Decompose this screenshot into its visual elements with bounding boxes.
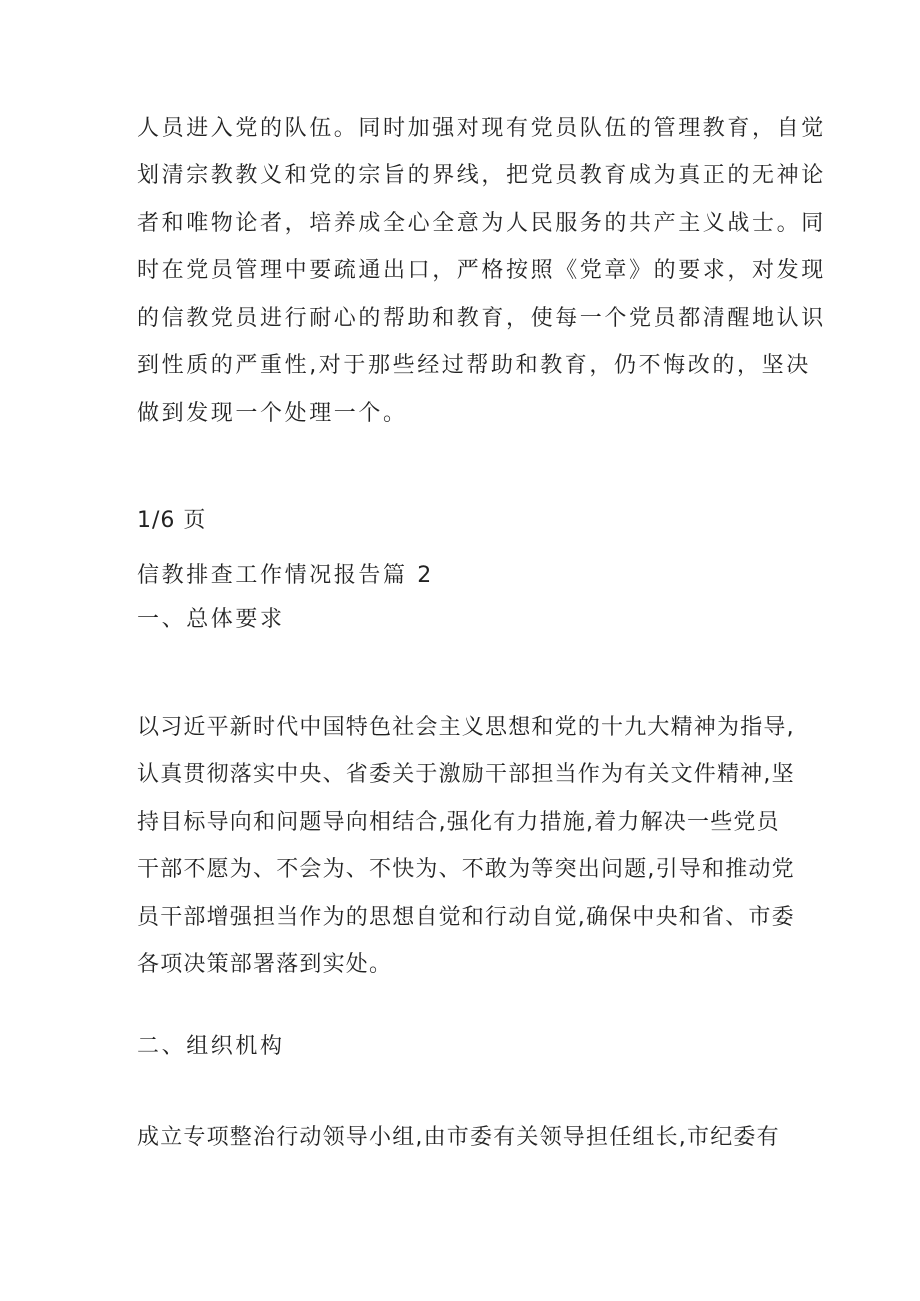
paragraph-2-line: 员干部增强担当作为的思想自觉和行动自觉,确保中央和省、市委 [137, 905, 795, 930]
paragraph-1-line: 时在党员管理中要疏通出口，严格按照《党章》的要求，对发现 [137, 258, 826, 283]
paragraph-2-line: 干部不愿为、不会为、不快为、不敢为等突出问题,引导和推动党 [137, 857, 795, 882]
paragraph-1-line: 者和唯物论者，培养成全心全意为人民服务的共产主义战士。同 [137, 211, 826, 236]
paragraph-1-line: 的信教党员进行耐心的帮助和教育，使每一个党员都清醒地认识 [137, 306, 826, 331]
heading-organization: 二、组织机构 [137, 1034, 285, 1059]
heading-overall-requirements: 一、总体要求 [137, 607, 285, 632]
paragraph-1-line: 做到发现一个处理一个。 [137, 401, 408, 426]
page-number: 1/6 页 [137, 508, 207, 533]
paragraph-1-line: 划清宗教教义和党的宗旨的界线，把党员教育成为真正的无神论 [137, 163, 826, 188]
paragraph-2-line: 以习近平新时代中国特色社会主义思想和党的十九大精神为指导, [137, 715, 795, 740]
paragraph-1-line: 人员进入党的队伍。同时加强对现有党员队伍的管理教育，自觉 [137, 116, 826, 141]
paragraph-2-line: 认真贯彻落实中央、省委关于激励干部担当作为有关文件精神,坚 [137, 762, 795, 787]
paragraph-1-line: 到性质的严重性,对于那些经过帮助和教育，仍不悔改的，坚决 [137, 353, 811, 378]
paragraph-3-line: 成立专项整治行动领导小组,由市委有关领导担任组长,市纪委有 [137, 1125, 780, 1150]
paragraph-2-line: 各项决策部署落到实处。 [137, 952, 393, 977]
section-title: 信教排查工作情况报告篇 2 [137, 563, 434, 588]
paragraph-2-line: 持目标导向和问题导向相结合,强化有力措施,着力解决一些党员 [137, 810, 780, 835]
